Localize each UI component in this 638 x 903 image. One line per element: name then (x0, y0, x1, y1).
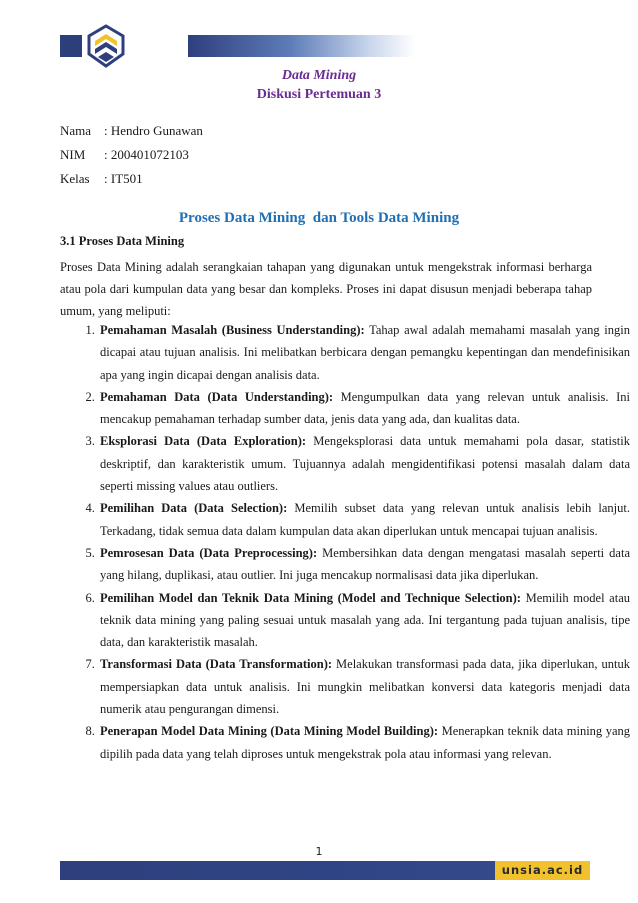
list-item (98, 430, 630, 497)
list-item (98, 497, 630, 542)
list-item (98, 720, 630, 765)
list-item (98, 653, 630, 720)
identity-row (60, 145, 203, 169)
step-description: Mengumpulkan data yang relevan untuk analisis. Ini mencakup pemahaman terhadap sumber data, jenis data yang ada, dan kualitas data. (100, 389, 630, 427)
identity-row (60, 169, 203, 193)
step-term: Transformasi Data (Data Transformation): (100, 657, 333, 672)
header-gradient-bar (188, 35, 415, 57)
step-description: Membersihkan data dengan mengatasi masalah seperti data yang hilang, duplikasi, atau outlier. Ini juga mencakup normalisasi data jika diperlukan. (100, 545, 631, 583)
step-term: Pemrosesan Data (Data Preprocessing): (100, 545, 318, 560)
list-item (98, 386, 630, 431)
step-term: Pemahaman Data (Data Understanding): (100, 389, 334, 404)
step-description: Memilih model atau teknik data mining yang paling sesuai untuk masalah yang ada. Ini tergantung pada tujuan analisis, tipe data, dan karakteristik masalah. (100, 590, 630, 650)
step-term: Pemilihan Data (Data Selection): (100, 501, 288, 516)
subsection-title: 3.1 Proses Data Mining (60, 234, 185, 248)
step-term: Pemilihan Model dan Teknik Data Mining (Model and Technique Selection): (100, 590, 521, 605)
step-term: Penerapan Model Data Mining (Data Mining Model Building): (100, 724, 439, 739)
process-steps-list (60, 319, 630, 765)
step-description: Mengeksplorasi data untuk memahami pola dasar, statistik deskriptif, dan karakteristik umum. Tujuannya adalah mengidentifikasi potensi masalah dalam data seperti missing values atau outliers. (100, 434, 630, 494)
document-title: Data Mining (281, 68, 357, 83)
header-square (60, 35, 82, 57)
step-term: Eksplorasi Data (Data Exploration): (100, 434, 307, 449)
identity-label: Kelas (60, 171, 90, 186)
step-description: Memilih subset data yang relevan untuk analisis lebih lanjut. Terkadang, tidak semua data dalam kumpulan data akan diperlukan untuk mencapai tujuan analisis. (100, 501, 630, 538)
step-term: Pemahaman Masalah (Business Understanding): (100, 323, 365, 337)
list-item (98, 587, 630, 654)
identity-value: : 200401072103 (104, 147, 189, 162)
list-item (98, 542, 630, 587)
unsia-logo-icon (86, 24, 126, 68)
intro-paragraph: Proses Data Mining adalah serangkaian tahapan yang digunakan untuk mengekstrak informasi berharga atau pola dari kumpulan data yang besar dan kompleks. Proses ini dapat disusun menjadi beberapa tahap umum, yang meliputi: (60, 260, 592, 318)
identity-value: : IT501 (104, 171, 143, 186)
footer-site-link[interactable]: unsia.ac.id (495, 861, 590, 880)
list-item (98, 319, 630, 386)
step-description: Tahap awal adalah memahami masalah yang ingin dicapai atau tujuan analisis. Ini melibatkan berbicara dengan pemangku kepentingan dan mendefinisikan apa yang ingin dicapai dengan analisis data. (100, 323, 630, 382)
footer-bar (60, 861, 495, 880)
identity-value: : Hendro Gunawan (104, 123, 203, 138)
identity-label: Nama (60, 123, 92, 138)
identity-block (60, 121, 203, 193)
step-description: Menerapkan teknik data mining yang dipilih pada data yang telah diproses untuk mengekstrak pola atau informasi yang relevan. (100, 724, 631, 761)
document-subtitle: Diskusi Pertemuan 3 (256, 87, 382, 102)
section-title: Proses Data Mining dan Tools Data Mining (178, 210, 460, 226)
identity-row (60, 121, 203, 145)
document-title-block (0, 66, 638, 104)
page-number: 1 (315, 845, 323, 858)
identity-label: NIM (60, 147, 86, 162)
step-description: Melakukan transformasi pada data, jika diperlukan, untuk mempersiapkan data untuk analisis. Ini mungkin melibatkan konversi data kategoris menjadi data numerik atau pengurangan dimensi. (100, 657, 630, 717)
